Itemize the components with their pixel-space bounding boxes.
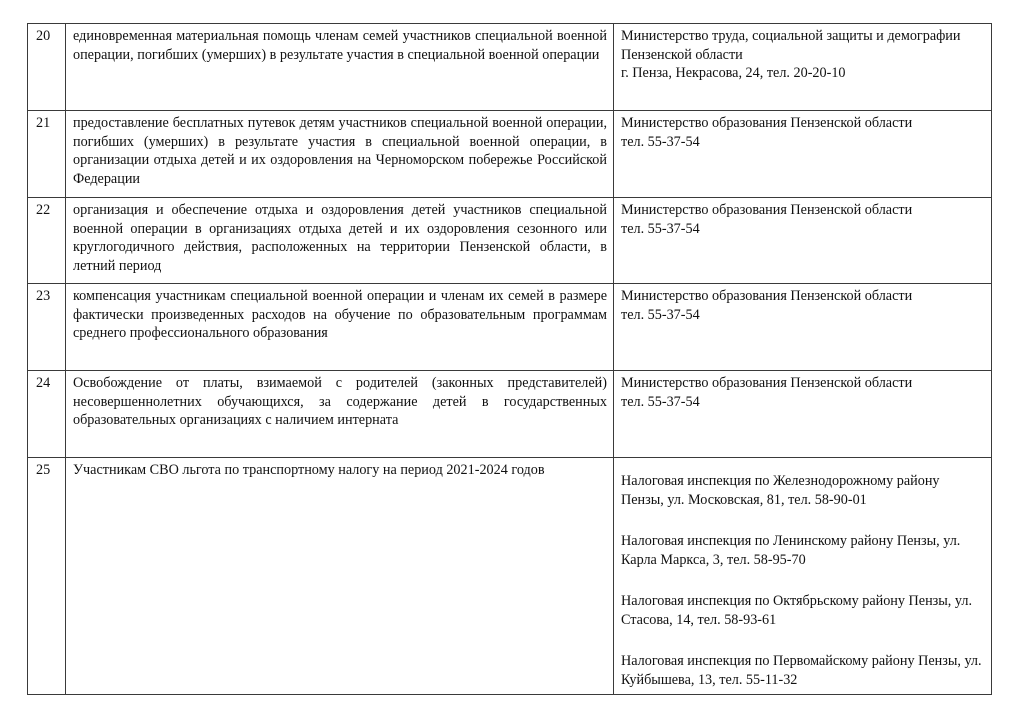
description-cell xyxy=(66,198,614,284)
contact-block xyxy=(614,371,991,411)
description-text: организация и обеспечение отдыха и оздоровления детей участников специальной военной операции в организациях отдыха детей и их оздоровления сезонного или круглогодичного действия, расположенных на территории Пензенской области, в летний период xyxy=(73,202,607,274)
row-number-cell xyxy=(28,458,66,695)
contact-details: г. Пенза, Некрасова, 24, тел. 20-20-10 xyxy=(621,65,846,81)
tax-office-leninsky: Налоговая инспекция по Ленинскому району Пензы, ул. Карла Маркса, 3, тел. 58-95-70 xyxy=(621,533,961,568)
contact-cell xyxy=(614,284,992,371)
row-number-cell xyxy=(28,111,66,198)
description-cell xyxy=(66,458,614,695)
row-number-cell xyxy=(28,284,66,371)
contact-cell xyxy=(614,111,992,198)
row-number-cell xyxy=(28,24,66,111)
description-cell xyxy=(66,284,614,371)
row-number: 20 xyxy=(36,28,51,44)
description-cell xyxy=(66,371,614,458)
description-cell xyxy=(66,24,614,111)
description-text: Освобождение от платы, взимаемой с родителей (законных представителей) несовершеннолетних обучающихся, за содержание детей в государственных образовательных организациях с наличием интерната xyxy=(73,375,607,428)
table-row xyxy=(28,458,992,695)
row-number: 22 xyxy=(36,202,51,218)
description-cell xyxy=(66,111,614,198)
contact-details: тел. 55-37-54 xyxy=(621,393,700,410)
contact-organization: Министерство образования Пензенской области xyxy=(621,288,913,304)
tax-office-oktyabrsky: Налоговая инспекция по Октябрьскому району Пензы, ул. Стасова, 14, тел. 58-93-61 xyxy=(621,593,972,628)
contact-details: тел. 55-37-54 xyxy=(621,220,700,237)
table-row xyxy=(28,198,992,284)
row-number: 21 xyxy=(36,115,51,131)
contact-cell xyxy=(614,24,992,111)
tax-office-pervomaisky: Налоговая инспекция по Первомайскому району Пензы, ул. Куйбышева, 13, тел. 55-11-32 xyxy=(621,653,982,688)
description-text: Участникам СВО льгота по транспортному налогу на период 2021-2024 годов xyxy=(73,462,545,478)
contact-details: тел. 55-37-54 xyxy=(621,306,700,323)
row-number: 25 xyxy=(36,462,51,478)
contact-organization: Министерство труда, социальной защиты и демографии Пензенской области xyxy=(621,28,961,63)
table-row xyxy=(28,24,992,111)
contact-block xyxy=(614,24,991,83)
description-text: компенсация участникам специальной военной операции и членам их семей в размере фактически произведенных расходов на обучение по образовательным программам среднего профессионального образования xyxy=(73,288,607,341)
table-row xyxy=(28,284,992,371)
benefits-table xyxy=(27,23,992,695)
row-number-cell xyxy=(28,198,66,284)
contact-cell xyxy=(614,371,992,458)
description-text: предоставление бесплатных путевок детям участников специальной военной операции, погибших (умерших) в результате участия в специальной военной операции, в организации отдыха детей и их оздоровления на Черноморском побережье Российской Федерации xyxy=(73,115,607,187)
row-number-cell xyxy=(28,371,66,458)
contact-cell xyxy=(614,198,992,284)
contact-cell xyxy=(614,458,992,695)
contact-organization: Министерство образования Пензенской области xyxy=(621,202,913,218)
tax-office-zheleznodorozhny: Налоговая инспекция по Железнодорожному району Пензы, ул. Московская, 81, тел. 58-90-01 xyxy=(621,473,940,508)
contact-block xyxy=(614,284,991,324)
contact-details: тел. 55-37-54 xyxy=(621,133,700,150)
contact-organization: Министерство образования Пензенской области xyxy=(621,375,913,391)
contact-block xyxy=(614,111,991,151)
contact-organization: Министерство образования Пензенской области xyxy=(621,115,913,131)
description-text: единовременная материальная помощь членам семей участников специальной военной операции, погибших (умерших) в результате участия в специальной военной операции xyxy=(73,28,607,63)
row-number: 24 xyxy=(36,375,51,391)
contact-block xyxy=(614,198,991,238)
table-row xyxy=(28,371,992,458)
row-number: 23 xyxy=(36,288,51,304)
table-row xyxy=(28,111,992,198)
